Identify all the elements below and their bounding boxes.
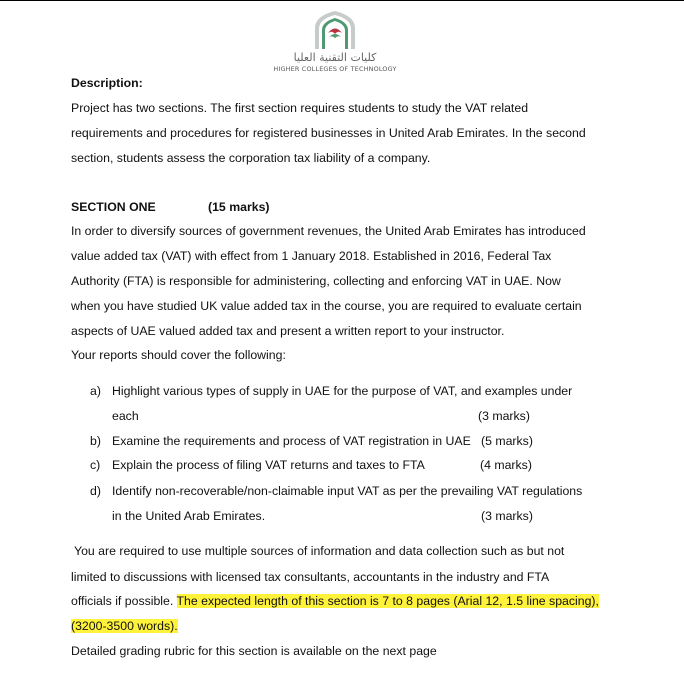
item-d-text-cont: in the United Arab Emirates. [112,509,266,523]
item-d-label: d) [90,484,101,498]
section-one-line-1: In order to diversify sources of government revenues, the United Arab Emirates has introduced [71,224,586,238]
description-line-1: Project has two sections. The first section requires students to study the VAT related [71,101,529,115]
item-c-marks: (4 marks) [480,458,532,472]
top-rule [0,0,684,1]
logo-arabic-text: كليات التقنية العليا [293,51,377,64]
description-line-2: requirements and procedures for registered businesses in United Arab Emirates. In the second [71,126,586,140]
section-one-line-4: when you have studied UK value added tax in the course, you are required to evaluate certain [71,299,582,313]
section-one-heading: SECTION ONE [71,200,156,214]
description-heading: Description: [71,76,143,90]
logo-english-text: HIGHER COLLEGES OF TECHNOLOGY [273,65,397,73]
word-count-highlight: (3200-3500 words). [71,619,178,633]
length-requirement-highlight: The expected length of this section is 7 to 8 pages (Arial 12, 1.5 line spacing), [176,594,599,608]
item-d-marks: (3 marks) [481,509,533,523]
description-line-3: section, students assess the corporation tax liability of a company. [71,151,431,165]
item-a-marks: (3 marks) [478,409,530,423]
section-one-marks: (15 marks) [208,200,270,214]
closing-line-5: Detailed grading rubric for this section is available on the next page [71,644,437,658]
section-one-line-2: value added tax (VAT) with effect from 1 January 2018. Established in 2016, Federal Tax [71,249,552,263]
section-one-line-3: Authority (FTA) is responsible for administering, collecting and enforcing VAT in UAE. Now [71,274,561,288]
section-one-line-5: aspects of UAE valued added tax and present a written report to your instructor. [71,324,505,338]
section-one-line-6: Your reports should cover the following: [71,348,286,362]
closing-line-4 [71,619,178,633]
item-b-label: b) [90,434,101,448]
item-d-text: Identify non-recoverable/non-claimable input VAT as per the prevailing VAT regulations [112,484,583,498]
closing-line-2: limited to discussions with licensed tax consultants, accountants in the industry and FTA [71,570,550,584]
closing-line-3-plain: officials if possible. [71,594,177,608]
item-b-text: Examine the requirements and process of VAT registration in UAE [112,434,471,448]
item-a-text-cont: each [112,409,139,423]
closing-line-3 [71,594,599,608]
item-c-text: Explain the process of filing VAT returns and taxes to FTA [112,458,425,472]
item-c-label: c) [90,458,101,472]
item-b-marks: (5 marks) [481,434,533,448]
item-a-text: Highlight various types of supply in UAE for the purpose of VAT, and examples under [112,384,573,398]
item-a-label: a) [90,384,101,398]
hct-emblem-icon [313,10,357,50]
hct-logo [260,10,410,74]
closing-line-1: You are required to use multiple sources of information and data collection such as but not [74,544,565,558]
